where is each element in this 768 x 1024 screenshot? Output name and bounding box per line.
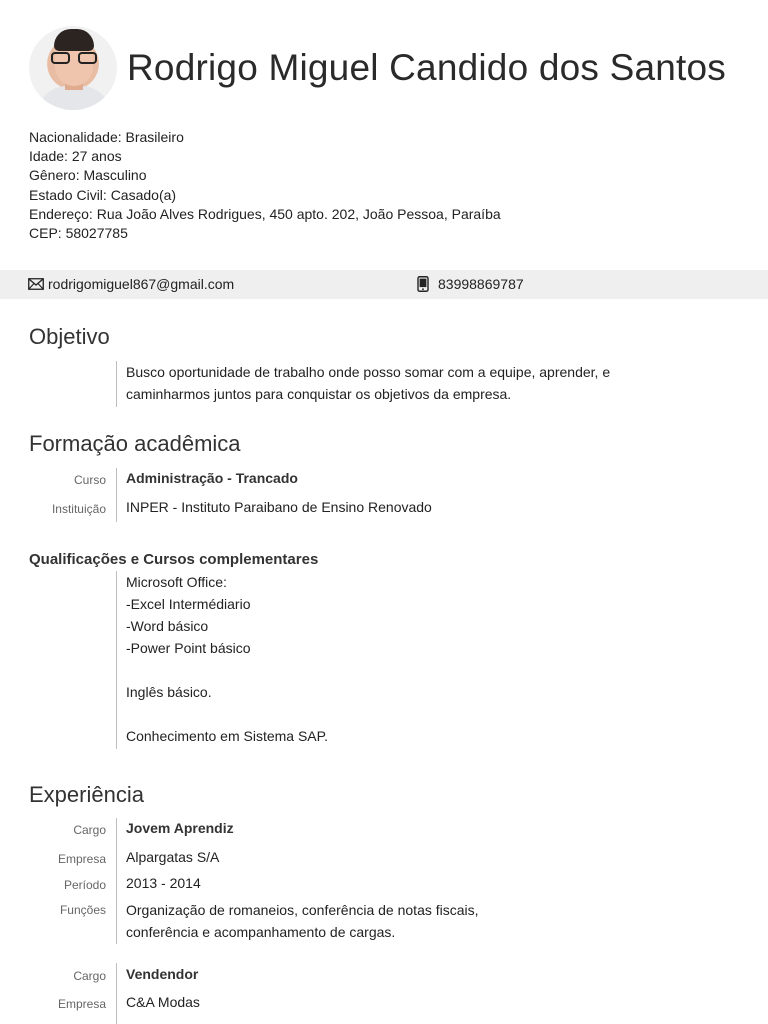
job-role-row bbox=[0, 820, 768, 842]
objective-divider bbox=[116, 361, 117, 407]
job-role-row bbox=[0, 966, 768, 988]
nationality: Nacionalidade: Brasileiro bbox=[29, 129, 184, 145]
role-label: Cargo bbox=[73, 823, 106, 837]
company-label: Empresa bbox=[57, 852, 106, 866]
duty-line: Organização de romaneios, conferência de notas fiscais, bbox=[126, 902, 479, 918]
qualification-line: -Word básico bbox=[126, 618, 209, 634]
period-label: Período bbox=[63, 878, 106, 892]
qualifications-title: Qualificações e Cursos complementares bbox=[29, 551, 319, 568]
qualification-line bbox=[126, 659, 328, 681]
experience-title: Experiência bbox=[29, 782, 144, 807]
profile-photo bbox=[29, 26, 117, 110]
objective-line: Busco oportunidade de trabalho onde posso somar com a equipe, aprender, e bbox=[126, 364, 611, 380]
gender: Gênero: Masculino bbox=[29, 167, 147, 184]
qualification-line: -Excel Intermédiario bbox=[126, 596, 251, 612]
role-value: Vendendor bbox=[126, 966, 199, 982]
phone-contact[interactable] bbox=[417, 276, 524, 292]
role-value: Jovem Aprendiz bbox=[126, 820, 234, 836]
qualification-line: Microsoft Office: bbox=[126, 574, 227, 590]
address: Endereço: Rua João Alves Rodrigues, 450 apto. 202, João Pessoa, Paraíba bbox=[29, 205, 501, 222]
institution-value: INPER - Instituto Paraibano de Ensino Renovado bbox=[126, 499, 432, 515]
duties-value bbox=[126, 899, 479, 943]
resume-header bbox=[29, 26, 726, 110]
objective-line: caminharmos juntos para conquistar os objetivos da empresa. bbox=[126, 386, 512, 402]
job-duties-row bbox=[0, 900, 768, 944]
course-value: Administração - Trancado bbox=[126, 470, 298, 486]
objective-text bbox=[126, 361, 610, 405]
mobile-phone-icon bbox=[417, 276, 429, 292]
duties-label: Funções bbox=[59, 903, 106, 917]
job-company-row bbox=[0, 849, 768, 871]
duty-line: conferência e acompanhamento de cargas. bbox=[126, 924, 396, 940]
education-institution-row bbox=[0, 499, 768, 521]
objective-title: Objetivo bbox=[29, 324, 110, 349]
company-value: C&A Modas bbox=[126, 994, 200, 1010]
age: Idade: 27 anos bbox=[29, 148, 122, 165]
envelope-icon bbox=[28, 278, 44, 290]
course-label: Curso bbox=[73, 473, 106, 487]
education-course-row bbox=[0, 470, 768, 492]
postal-code: CEP: 58027785 bbox=[29, 225, 128, 242]
qualifications-divider bbox=[116, 571, 117, 749]
qualification-line bbox=[126, 703, 328, 725]
qualification-line: -Power Point básico bbox=[126, 640, 251, 656]
marital-status: Estado Civil: Casado(a) bbox=[29, 186, 177, 203]
company-value: Alpargatas S/A bbox=[126, 849, 220, 865]
role-label: Cargo bbox=[73, 969, 106, 983]
email-contact[interactable] bbox=[28, 276, 234, 292]
education-title: Formação acadêmica bbox=[29, 431, 241, 456]
company-label: Empresa bbox=[57, 997, 106, 1011]
email-text: rodrigomiguel867@gmail.com bbox=[48, 276, 235, 292]
phone-text: 83998869787 bbox=[438, 276, 524, 292]
institution-label: Instituição bbox=[51, 502, 106, 516]
contact-bar bbox=[0, 270, 768, 299]
job-company-row bbox=[0, 994, 768, 1016]
qualification-line: Conhecimento em Sistema SAP. bbox=[126, 728, 329, 744]
qualifications-list bbox=[126, 571, 328, 747]
period-value: 2013 - 2014 bbox=[126, 875, 201, 891]
candidate-name: Rodrigo Miguel Candido dos Santos bbox=[127, 47, 726, 88]
personal-info bbox=[29, 128, 501, 243]
job-period-row bbox=[0, 875, 768, 897]
qualification-line: Inglês básico. bbox=[126, 684, 212, 700]
